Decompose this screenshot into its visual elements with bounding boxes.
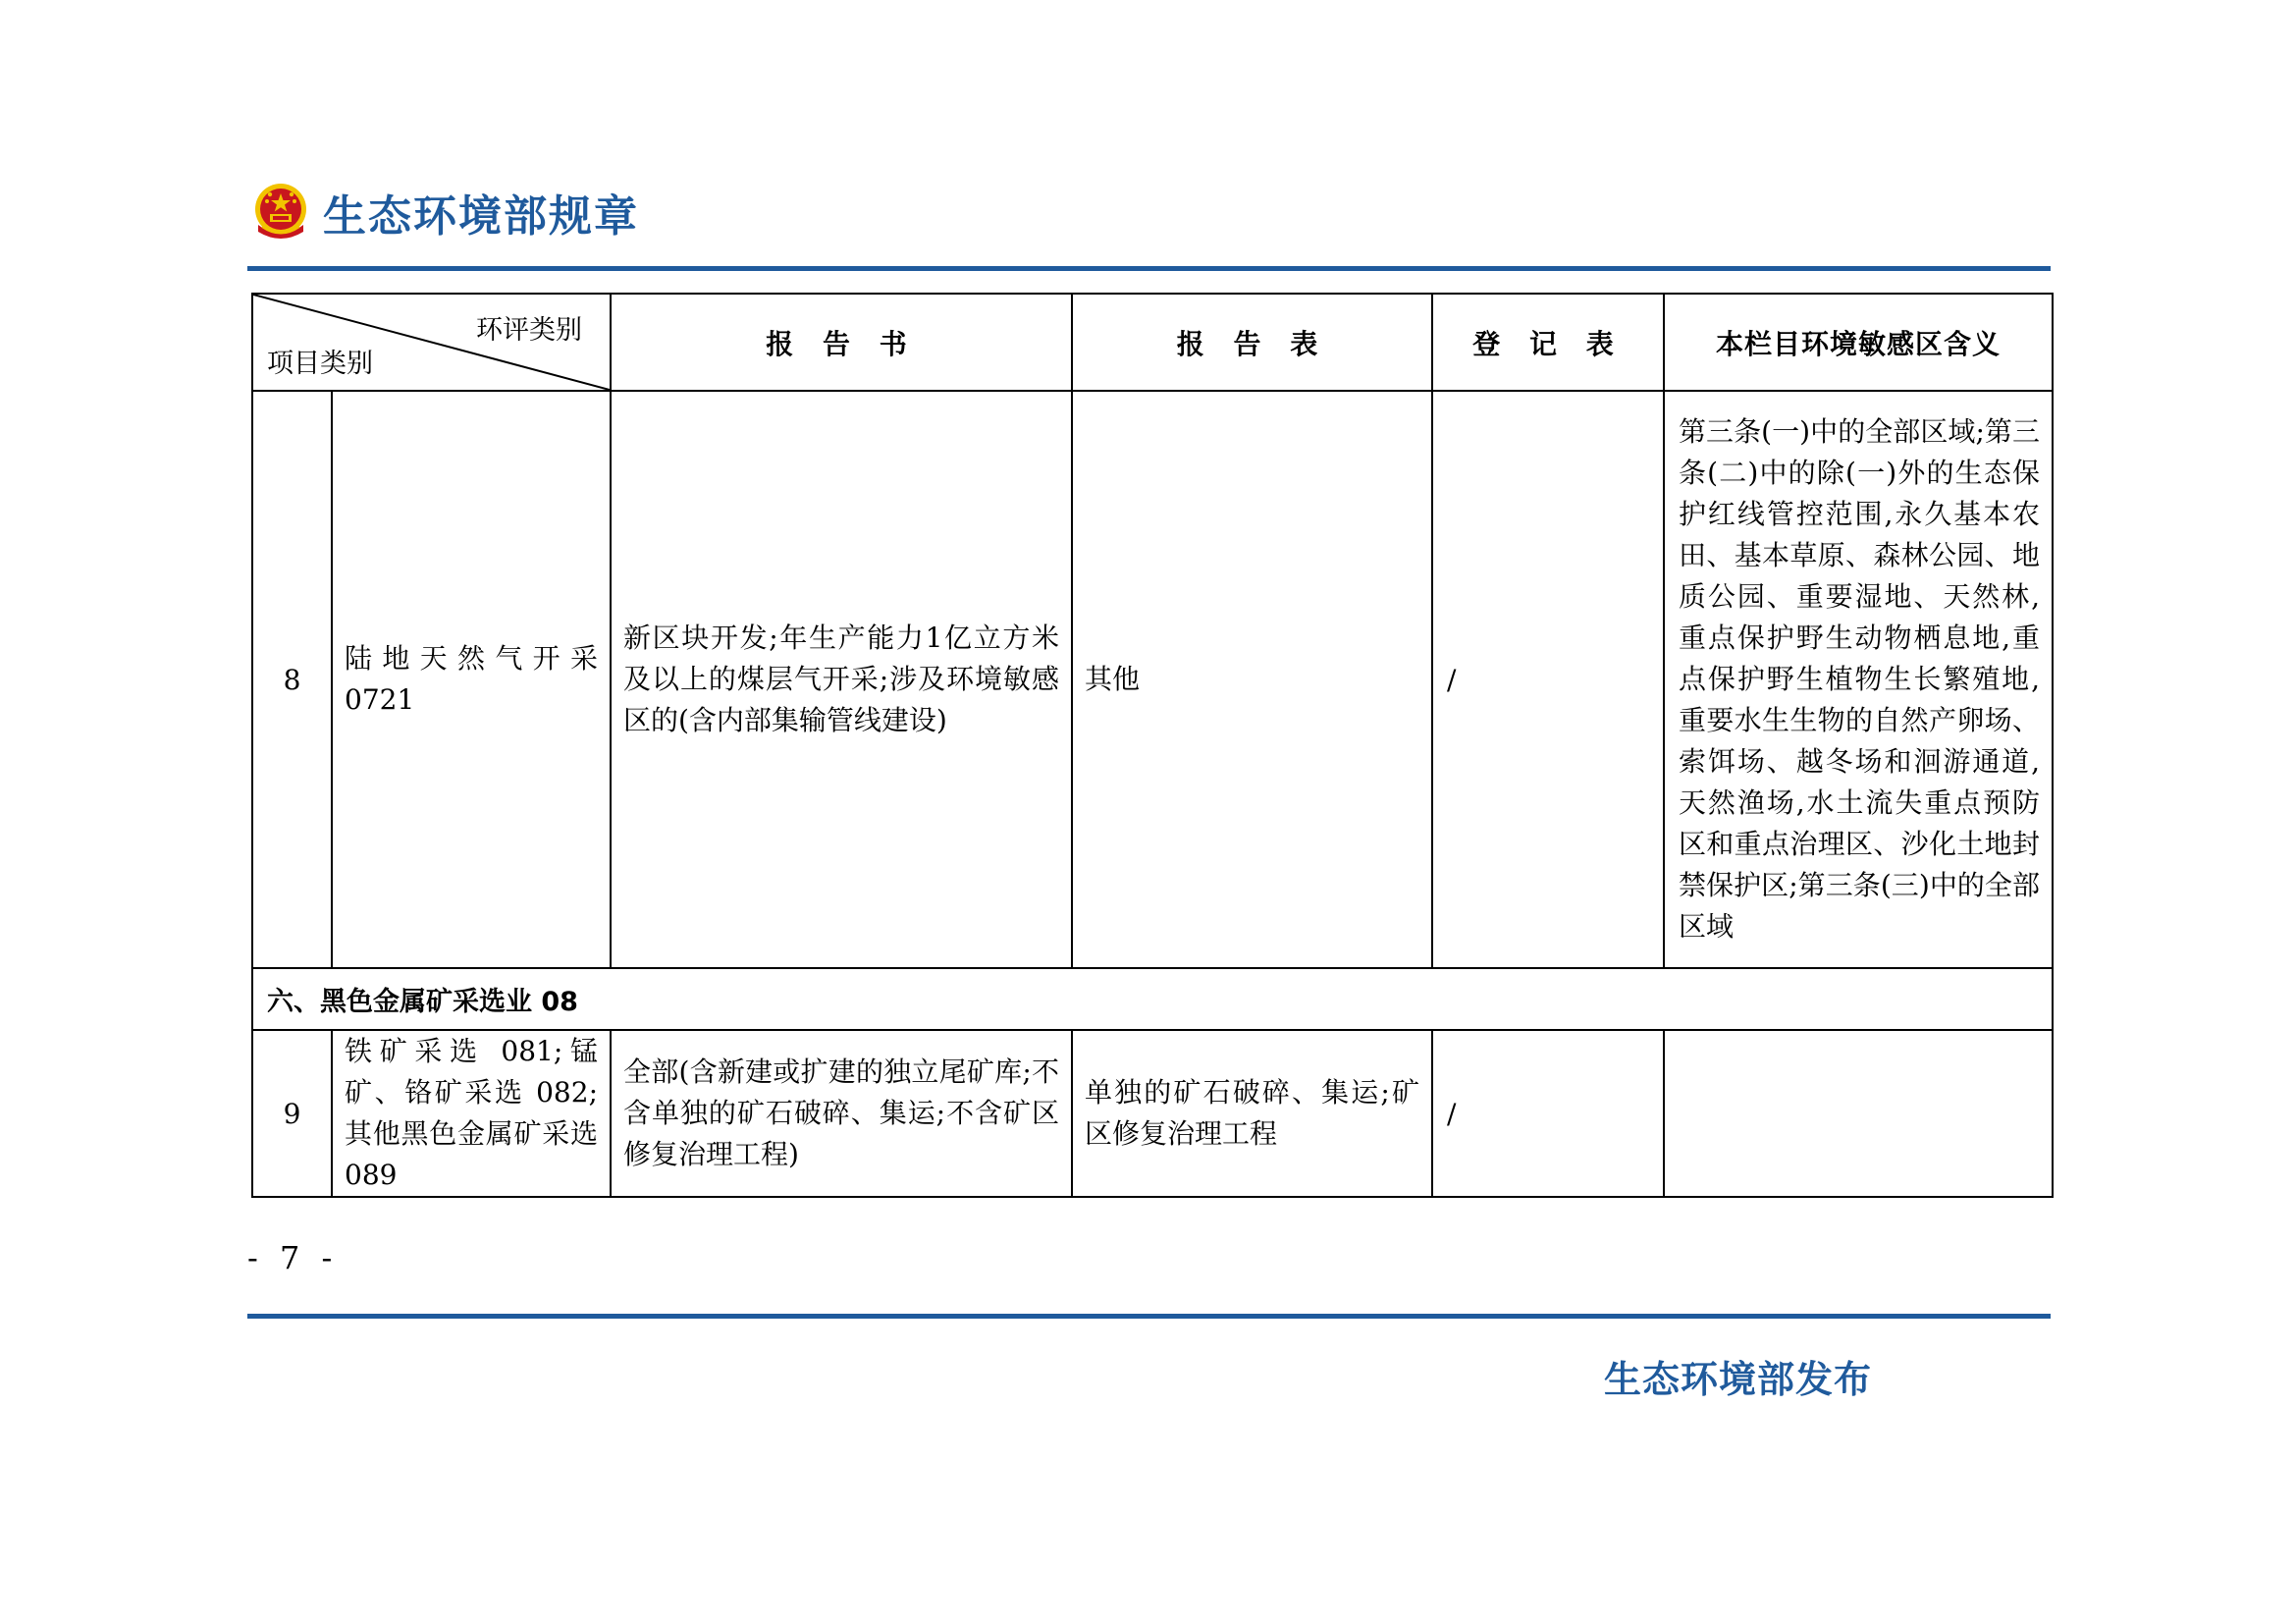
register-requirement: / [1432,391,1664,968]
project-category: 陆地天然气开采 0721 [332,391,611,968]
section-row [252,968,2053,1030]
col-header-sensitive-area: 本栏目环境敏感区含义 [1664,294,2053,391]
project-category-label: 项目类别 [267,349,373,379]
report-form-requirement: 单独的矿石破碎、集运;矿区修复治理工程 [1072,1030,1432,1197]
section-heading: 六、黑色金属矿采选业 08 [252,968,2053,1030]
diagonal-header-cell [252,294,611,391]
col-header-register: 登 记 表 [1432,294,1664,391]
col-header-report-form: 报 告 表 [1072,294,1432,391]
header-title: 生态环境部规章 [323,191,639,242]
project-category: 铁矿采选 081;锰矿、铬矿采选 082;其他黑色金属矿采选 089 [332,1030,611,1197]
row-number: 9 [252,1030,332,1197]
eia-category-label: 环评类别 [476,315,582,346]
report-form-requirement: 其他 [1072,391,1432,968]
table-row [252,1030,2053,1197]
page-header [250,173,639,251]
sensitive-area-definition [1664,1030,2053,1197]
register-requirement: / [1432,1030,1664,1197]
footer-rule [247,1314,2051,1319]
page-number: - 7 - [247,1239,339,1276]
sensitive-area-definition: 第三条(一)中的全部区域;第三条(二)中的除(一)外的生态保护红线管控范围,永久基本农田、基本草原、森林公园、地质公园、重要湿地、天然林,重点保护野生动物栖息地,重点保护野生植物生长繁殖地,重要水生生物的自然产卵场、索饵场、越冬场和洄游通道,天然渔场,水土流失重点预防区和重点治理区、沙化土地封禁保护区;第三条(三)中的全部区域 [1664,391,2053,968]
col-header-report-book: 报 告 书 [611,294,1072,391]
footer-title: 生态环境部发布 [1604,1358,1873,1401]
report-book-requirement: 全部(含新建或扩建的独立尾矿库;不含单独的矿石破碎、集运;不含矿区修复治理工程) [611,1030,1072,1197]
report-book-requirement: 新区块开发;年生产能力1亿立方米及以上的煤层气开采;涉及环境敏感区的(含内部集输管线建设) [611,391,1072,968]
row-number: 8 [252,391,332,968]
header-rule [247,266,2051,271]
table-row [252,391,2053,968]
national-emblem-icon [250,181,311,243]
eia-classification-table [251,293,2054,1198]
table-header-row [252,294,2053,391]
